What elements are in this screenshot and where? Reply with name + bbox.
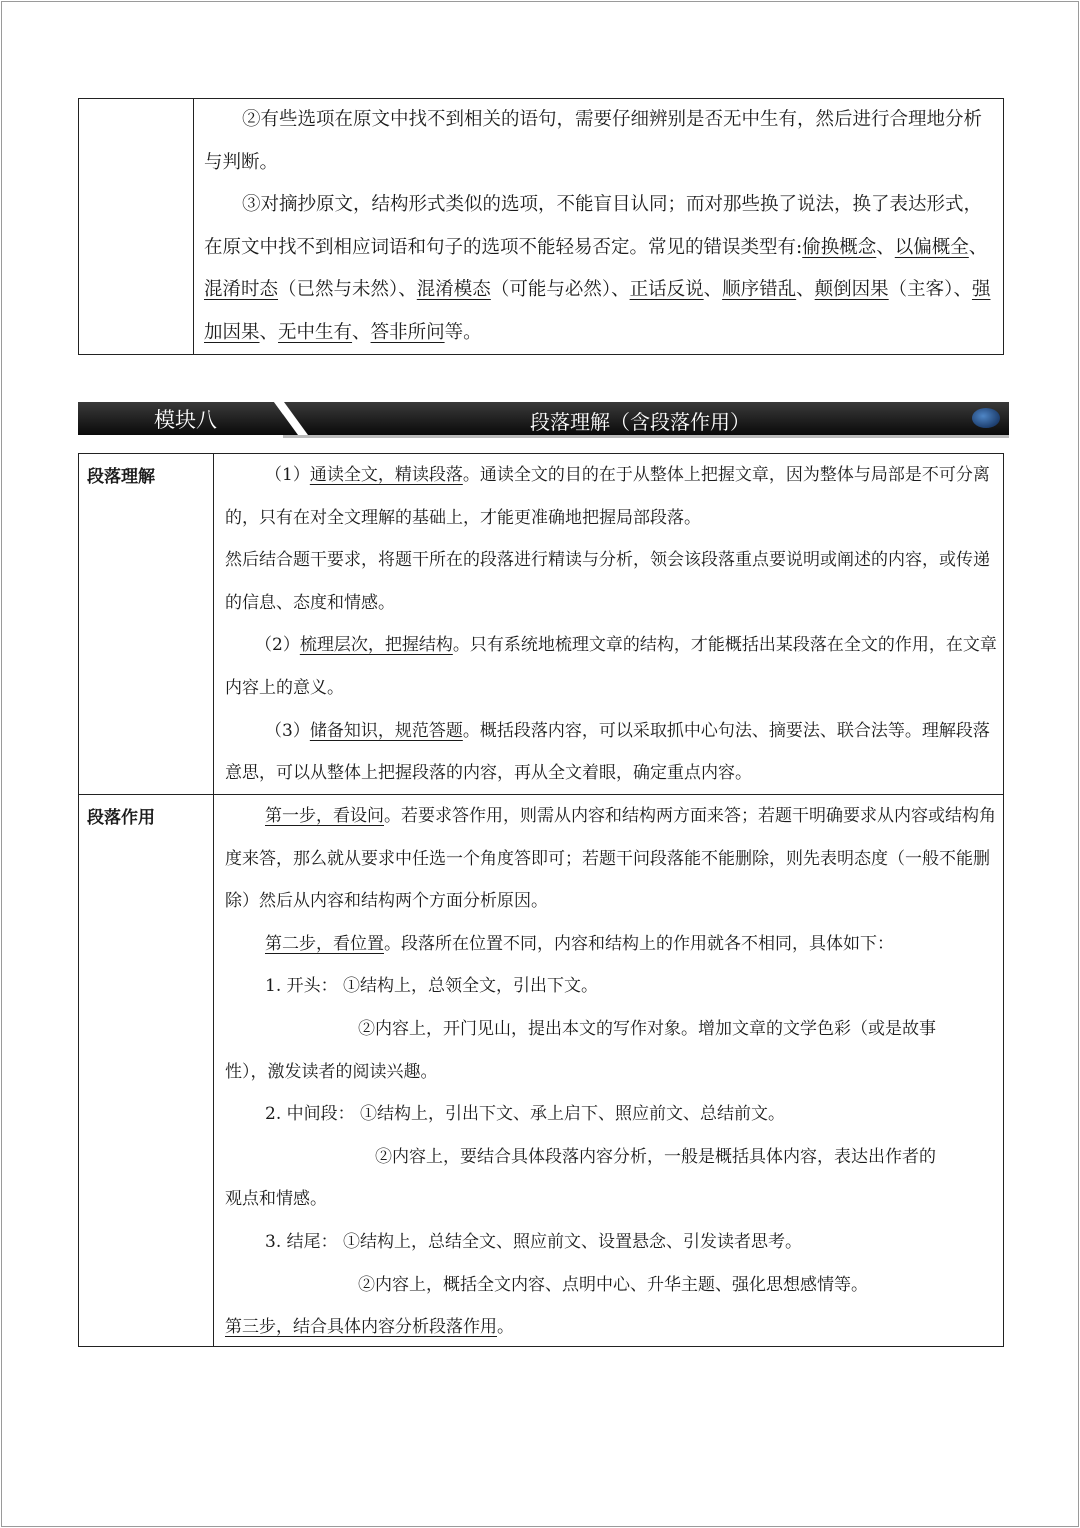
error-type-separator: 、 [703, 279, 723, 300]
structure-text: ①结构上，引出下文、承上启下、照应前文、总结前文。 [360, 1104, 786, 1125]
structure-text: ①结构上，总结全文、照应前文、设置悬念、引发读者思考。 [343, 1231, 803, 1252]
error-type-note: （可能与必然） [490, 279, 612, 300]
step-tail: 。 [497, 1317, 514, 1338]
error-type-term: 偷换概念 [802, 236, 877, 258]
error-type-term: 正话反说 [629, 279, 704, 300]
step-heading: 储备知识，规范答题 [309, 720, 463, 741]
continuation-table [78, 98, 1004, 355]
error-type-note: （已然与未然） [278, 279, 399, 300]
paragraph-function-body [225, 795, 997, 1349]
step-text: 。若要求答作用，则需从内容和结构两方面来答；若题干明确要求从内容或结构角度来答，那么就从要求中任选一个角度答即可；若题干问段落能不能删除，则先表明态度（一般不能删除）然后从内容和结构两个方面分析原因。 [225, 806, 996, 912]
error-type-term: 顺序错乱 [722, 279, 797, 300]
continuation-content-cell [204, 99, 994, 354]
position-ending [225, 1221, 997, 1264]
error-type-note: （主客） [888, 279, 954, 300]
position-beginning [225, 965, 997, 1008]
error-type-term: 以偏概全 [894, 236, 969, 258]
step-number: （2） [255, 635, 300, 656]
step-heading: 第一步，看设问 [265, 806, 384, 826]
position-label: 1. 开头： [265, 976, 338, 997]
middle-content-a: ②内容上，要结合具体段落内容分析，一般是概括具体内容，表达出作者的 [375, 1146, 936, 1167]
function-step-2 [225, 923, 997, 966]
module-number: 模块八 [154, 408, 217, 432]
step-text: 。只有系统地梳理文章的结构，才能概括出某段落在全文的作用，在文章内容上的意义。 [225, 635, 997, 698]
paragraph-table [78, 453, 1004, 1347]
error-type-separator: 等。 [444, 321, 482, 343]
option-tip-3 [204, 184, 994, 354]
module-title: 段落理解（含段落作用） [530, 410, 750, 434]
error-type-separator: 、 [876, 236, 895, 258]
error-type-separator: 、 [796, 279, 815, 300]
position-label: 3. 结尾： [265, 1231, 338, 1252]
error-type-separator: 、 [968, 236, 988, 258]
step-text: 。段落所在位置不同，内容和结构上的作用就各不相同，具体如下： [384, 933, 894, 954]
structure-text: ①结构上，总领全文，引出下文。 [343, 976, 599, 997]
understanding-step-2 [225, 624, 997, 709]
error-type-separator: 、 [611, 279, 630, 300]
step-number: （1） [265, 465, 310, 485]
understanding-step-1 [225, 454, 997, 539]
error-type-separator: 、 [398, 279, 417, 300]
continuation-label-cell [79, 99, 194, 354]
header-orb-icon [972, 408, 1000, 428]
step-heading: 梳理层次，把握结构 [299, 635, 453, 656]
ending-content: ②内容上，概括全文内容、点明中心、升华主题、强化思想感情等。 [358, 1274, 868, 1295]
option-tip-3-intro: ③对摘抄原文，结构形式类似的选项，不能盲目认同；而对那些换了说法，换了表达形式，在原文中找不到相应词语和句子的选项不能轻易否定。常见的错误类型有: [204, 194, 983, 258]
error-type-term: 混淆时态 [204, 279, 279, 300]
step-text: 。概括段落内容，可以采取抓中心句法、摘要法、联合法等。理解段落意思，可以从整体上把握段落的内容，再从全文着眼，确定重点内容。 [225, 720, 990, 784]
understanding-step-3 [225, 710, 997, 795]
function-step-1 [225, 795, 997, 923]
error-type-separator: 、 [352, 321, 371, 343]
position-middle [225, 1093, 997, 1136]
option-tip-2: ②有些选项在原文中找不到相关的语句，需要仔细辨别是否无中生有，然后进行合理地分析与判断。 [204, 109, 983, 173]
step-heading: 第三步，结合具体内容分析段落作用 [225, 1317, 497, 1338]
beginning-content-b: 性），激发读者的阅读兴趣。 [225, 1061, 438, 1082]
function-step-3 [225, 1306, 997, 1349]
error-type-term: 无中生有 [278, 321, 353, 343]
paragraph-function-label: 段落作用 [87, 808, 155, 828]
error-type-separator: 、 [259, 321, 279, 343]
error-type-term: 颠倒因果 [814, 279, 889, 300]
paragraph-understanding-body [225, 454, 997, 795]
middle-content-b: 观点和情感。 [225, 1189, 327, 1210]
understanding-step-1-cont: 然后结合题干要求，将题干所在的段落进行精读与分析，领会该段落重点要说明或阐述的内容，或传递的信息、态度和情感。 [225, 550, 990, 613]
beginning-content-a: ②内容上，开门见山，提出本文的写作对象。增加文章的文学色彩（或是故事 [358, 1018, 936, 1039]
error-type-term: 混淆模态 [416, 279, 491, 300]
step-heading: 通读全文，精读段落 [309, 465, 463, 485]
step-text: 。通读全文的目的在于从整体上把握文章，因为整体与局部是不可分离的，只有在对全文理解的基础上，才能更准确地把握局部段落。 [225, 465, 990, 528]
step-number: （3） [265, 720, 310, 741]
error-type-term: 答非所问 [370, 321, 445, 343]
error-type-separator: 、 [953, 279, 972, 300]
column-divider [213, 454, 214, 1346]
step-heading: 第二步，看位置 [265, 933, 384, 954]
position-label: 2. 中间段： [265, 1104, 355, 1125]
paragraph-understanding-label: 段落理解 [87, 467, 155, 487]
error-type-term: 强加因果 [204, 279, 991, 343]
